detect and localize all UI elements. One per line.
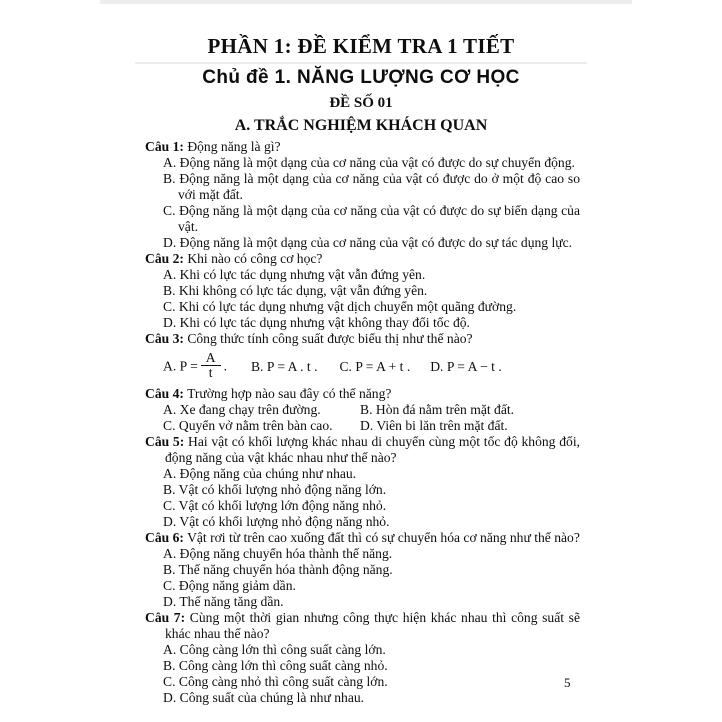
option-b (145, 658, 580, 674)
option-label: A. (163, 267, 177, 282)
option-text: Công suất của chúng là như nhau. (179, 690, 365, 705)
option-c (145, 299, 580, 315)
formula-options-row (145, 350, 580, 384)
option-label: A. (163, 466, 177, 481)
option-label: C. (163, 203, 176, 218)
option-text: Động năng là một dạng của cơ năng của vật có được do sự tác dụng lực. (179, 235, 573, 250)
option-b (145, 283, 580, 299)
option-a (163, 402, 360, 418)
option-label: B. (163, 283, 176, 298)
option-a (145, 155, 580, 171)
option-text: Khi có lực tác dụng nhưng vật vẫn đứng yên. (179, 267, 426, 282)
option-a (145, 642, 580, 658)
option-label: D. (163, 690, 177, 705)
option-label: D. (163, 315, 177, 330)
option-a (145, 546, 580, 562)
option-label: A. (163, 642, 177, 657)
option-d (360, 418, 580, 434)
option-text: Động năng là một dạng của cơ năng của vật có được do ở một độ cao so với mặt đất. (178, 171, 580, 202)
question-label: Câu 5: (145, 434, 185, 449)
option-text: Công càng lớn thì công suất càng nhỏ. (178, 658, 388, 673)
option-text: Xe đang chạy trên đường. (179, 402, 321, 417)
question-text (145, 251, 580, 267)
question-text (145, 386, 580, 402)
option-d (145, 594, 580, 610)
option-label: C. (339, 359, 352, 374)
question-text (145, 434, 580, 466)
formula-prefix: P = (179, 358, 198, 374)
option-a (163, 351, 227, 384)
question-4 (145, 386, 580, 434)
option-c (163, 418, 360, 434)
option-text: Quyển vở nằm trên bàn cao. (178, 418, 333, 433)
option-b (360, 402, 580, 418)
option-text: Động năng của chúng như nhau. (179, 466, 357, 481)
option-c (339, 359, 410, 375)
question-text (145, 331, 580, 347)
option-text: Công càng lớn thì công suất càng lớn. (179, 642, 386, 657)
question-3 (145, 331, 580, 384)
option-label: C. (163, 498, 176, 513)
formula-suffix: . (223, 358, 227, 374)
section-title: A. TRẮC NGHIỆM KHÁCH QUAN (234, 117, 488, 134)
page-number: 5 (564, 675, 571, 690)
option-label: A. (163, 402, 177, 417)
option-label: D. (163, 235, 177, 250)
option-label: B. (163, 482, 176, 497)
option-label: D. (360, 418, 374, 433)
question-body: Động năng là gì? (187, 139, 281, 154)
option-a (145, 267, 580, 283)
option-text: Vật có khối lượng lớn động năng nhỏ. (178, 498, 387, 513)
questions-list (145, 139, 580, 706)
option-text: Khi có lực tác dụng nhưng vật dịch chuyển một quãng đường. (178, 299, 517, 314)
question-text (145, 610, 580, 642)
question-body: Vật rơi từ trên cao xuống đất thì có sự chuyển hóa cơ năng như thế nào? (187, 530, 580, 545)
option-label: C. (163, 418, 176, 433)
topic-title: Chủ đề 1. NĂNG LƯỢNG CƠ HỌC (202, 67, 520, 88)
question-label: Câu 4: (145, 386, 184, 401)
fraction-denominator: t (201, 365, 221, 380)
exam-number: ĐỀ SỐ 01 (329, 95, 393, 111)
question-label: Câu 6: (145, 530, 184, 545)
question-6 (145, 530, 580, 610)
question-1 (145, 139, 580, 251)
option-label: C. (163, 578, 176, 593)
question-label: Câu 1: (145, 139, 184, 154)
option-text: Thế năng chuyển hóa thành động năng. (178, 562, 393, 577)
exam-header (0, 0, 722, 135)
question-text (145, 139, 580, 155)
option-label: A. (163, 546, 177, 561)
option-d (145, 514, 580, 530)
option-text: Động năng giảm dần. (178, 578, 296, 593)
option-text: Công càng nhỏ thì công suất càng lớn. (178, 674, 388, 689)
option-d (145, 690, 580, 706)
option-b (145, 171, 580, 203)
option-label: B. (163, 562, 176, 577)
option-text: Khi có lực tác dụng nhưng vật không thay đổi tốc độ. (179, 315, 470, 330)
question-label: Câu 2: (145, 251, 184, 266)
option-c (145, 578, 580, 594)
option-label: A. (163, 155, 177, 170)
option-b (251, 359, 317, 375)
option-text: Viên bi lăn trên mặt đất. (376, 418, 508, 433)
option-d (145, 315, 580, 331)
option-c (145, 498, 580, 514)
question-label: Câu 3: (145, 331, 184, 346)
question-5 (145, 434, 580, 530)
question-body: Hai vật có khối lượng khác nhau di chuyển cùng một tốc độ không đổi, động năng của vật khác nhau như thế nào? (165, 434, 580, 465)
option-label: C. (163, 299, 176, 314)
question-7 (145, 610, 580, 706)
option-b (145, 482, 580, 498)
option-text: Khi không có lực tác dụng, vật vẫn đứng yên. (178, 283, 428, 298)
option-label: B. (163, 658, 176, 673)
option-d (430, 359, 502, 375)
option-label: B. (360, 402, 373, 417)
scan-edge-artifact (100, 0, 632, 4)
option-d (145, 235, 580, 251)
option-label: B. (250, 359, 264, 374)
question-body: Khi nào có công cơ học? (187, 251, 323, 266)
option-text: Vật có khối lượng nhỏ động năng lớn. (178, 482, 387, 497)
option-text: P = A − t . (446, 359, 502, 374)
option-text: Thế năng tăng dần. (179, 594, 284, 609)
fraction (201, 351, 221, 381)
option-label: C. (163, 674, 176, 689)
option-label: A. (163, 358, 177, 374)
question-body: Công thức tính công suất được biểu thị như thế nào? (187, 331, 473, 346)
part-title: PHẦN 1: ĐỀ KIỂM TRA 1 TIẾT (207, 34, 515, 58)
question-body: Trường hợp nào sau đây có thế năng? (187, 386, 392, 401)
option-text: Vật có khối lượng nhỏ động năng nhỏ. (179, 514, 390, 529)
option-c (145, 203, 580, 235)
question-text (145, 530, 580, 546)
option-b (145, 562, 580, 578)
option-text: Hòn đá nằm trên mặt đất. (375, 402, 515, 417)
option-c (145, 674, 580, 690)
question-body: Cùng một thời gian nhưng công thực hiện khác nhau thì công suất sẽ khác nhau thế nào? (165, 610, 580, 641)
fraction-numerator: A (205, 349, 216, 365)
question-label: Câu 7: (145, 610, 186, 625)
question-2 (145, 251, 580, 331)
option-text: P = A + t . (355, 359, 411, 374)
option-label: B. (163, 171, 176, 186)
option-text: Động năng chuyển hóa thành thế năng. (179, 546, 393, 561)
option-a (145, 466, 580, 482)
option-label: D. (163, 594, 177, 609)
options-grid (145, 402, 580, 434)
option-text: P = A . t . (266, 359, 318, 374)
header-divider (135, 62, 587, 64)
option-text: Động năng là một dạng của cơ năng của vật có được do sự biến dạng của vật. (178, 203, 581, 234)
option-label: D. (163, 514, 177, 529)
option-label: D. (430, 359, 444, 374)
option-text: Động năng là một dạng của cơ năng của vật có được do sự chuyển động. (179, 155, 575, 170)
